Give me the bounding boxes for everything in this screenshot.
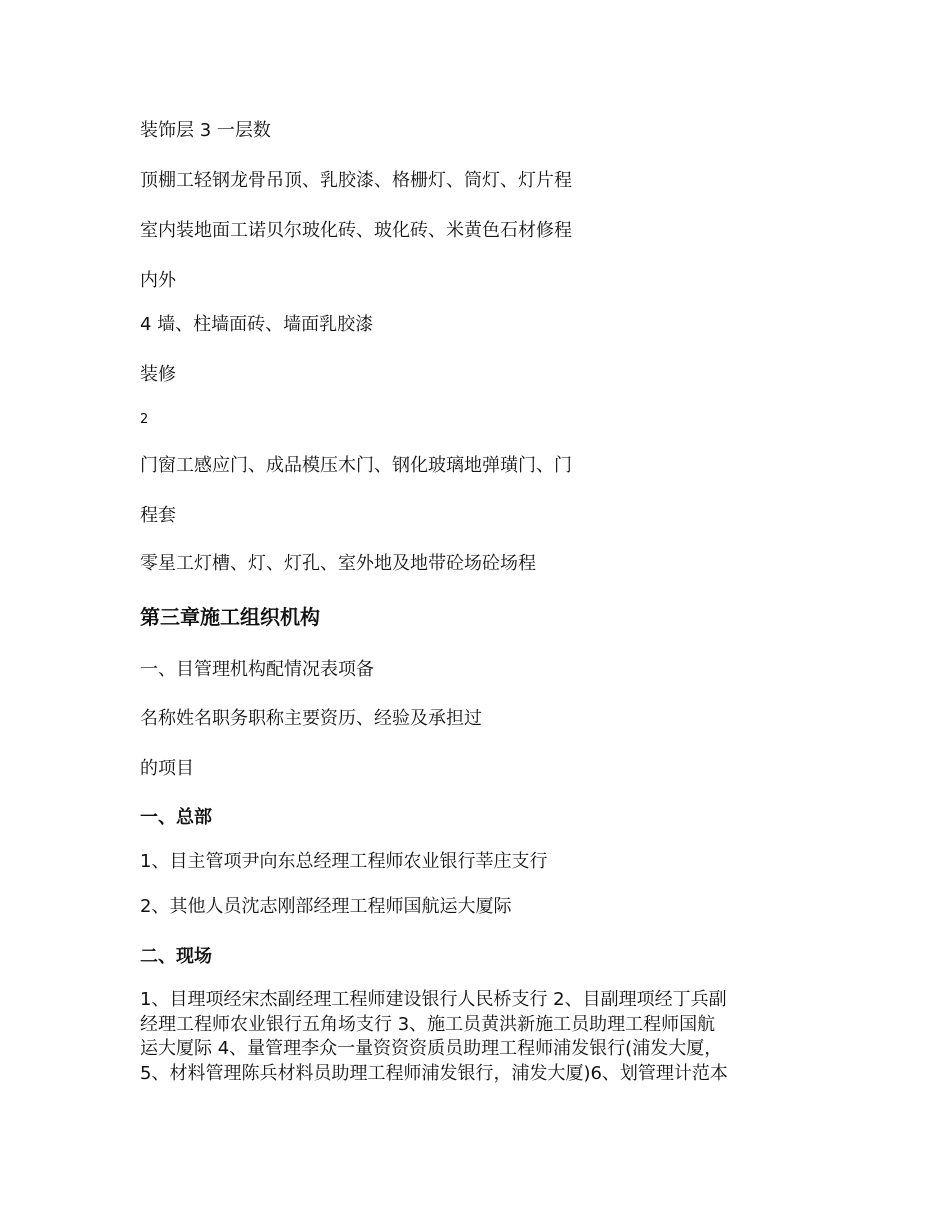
table-header-line: 的项目 [140, 758, 194, 779]
text-line: 门窗工感应门、成品模压木门、钢化玻璃地弹璜门、门 [140, 455, 572, 476]
table-header-line: 名称姓名职务职称主要资历、经验及承担过 [140, 708, 482, 729]
text-line: 装饰层 3 一层数 [140, 120, 271, 141]
site-staff-paragraph [140, 988, 820, 1086]
text-line: 装修 [140, 364, 176, 385]
paragraph-line: 1、目理项经宋杰副经理工程师建设银行人民桥支行 2、目副理项经丁兵副 [140, 989, 727, 1010]
text-line: 4 墙、柱墙面砖、墙面乳胶漆 [140, 314, 374, 335]
section-heading-site: 二、现场 [140, 946, 212, 967]
list-item: 1、目主管项尹向东总经理工程师农业银行莘庄支行 [140, 851, 548, 872]
paragraph-line: 经理工程师农业银行五角场支行 3、施工员黄洪新施工员助理工程师国航 [140, 1013, 716, 1035]
section-heading-hq: 一、总部 [140, 807, 212, 828]
text-line: 零星工灯槽、灯、灯孔、室外地及地带砼场砼场程 [140, 553, 536, 574]
section-intro: 一、目管理机构配情况表项备 [140, 659, 374, 680]
paragraph-line: 5、材料管理陈兵材料员助理工程师浦发银行，浦发大厦)6、划管理计范本 [140, 1062, 728, 1084]
text-line: 顶棚工轻钢龙骨吊顶、乳胶漆、格栅灯、筒灯、灯片程 [140, 170, 572, 191]
text-line: 程套 [140, 505, 176, 526]
text-line: 内外 [140, 270, 176, 291]
text-line: 室内装地面工诺贝尔玻化砖、玻化砖、米黄色石材修程 [140, 220, 572, 241]
paragraph-line: 运大厦际 4、量管理李众一量资资资质员助理工程师浦发银行(浦发大厦， [140, 1038, 723, 1059]
chapter-title: 第三章施工组织机构 [140, 605, 320, 629]
list-item: 2、其他人员沈志刚部经理工程师国航运大厦际 [140, 896, 512, 917]
text-line: 2 [140, 412, 149, 427]
